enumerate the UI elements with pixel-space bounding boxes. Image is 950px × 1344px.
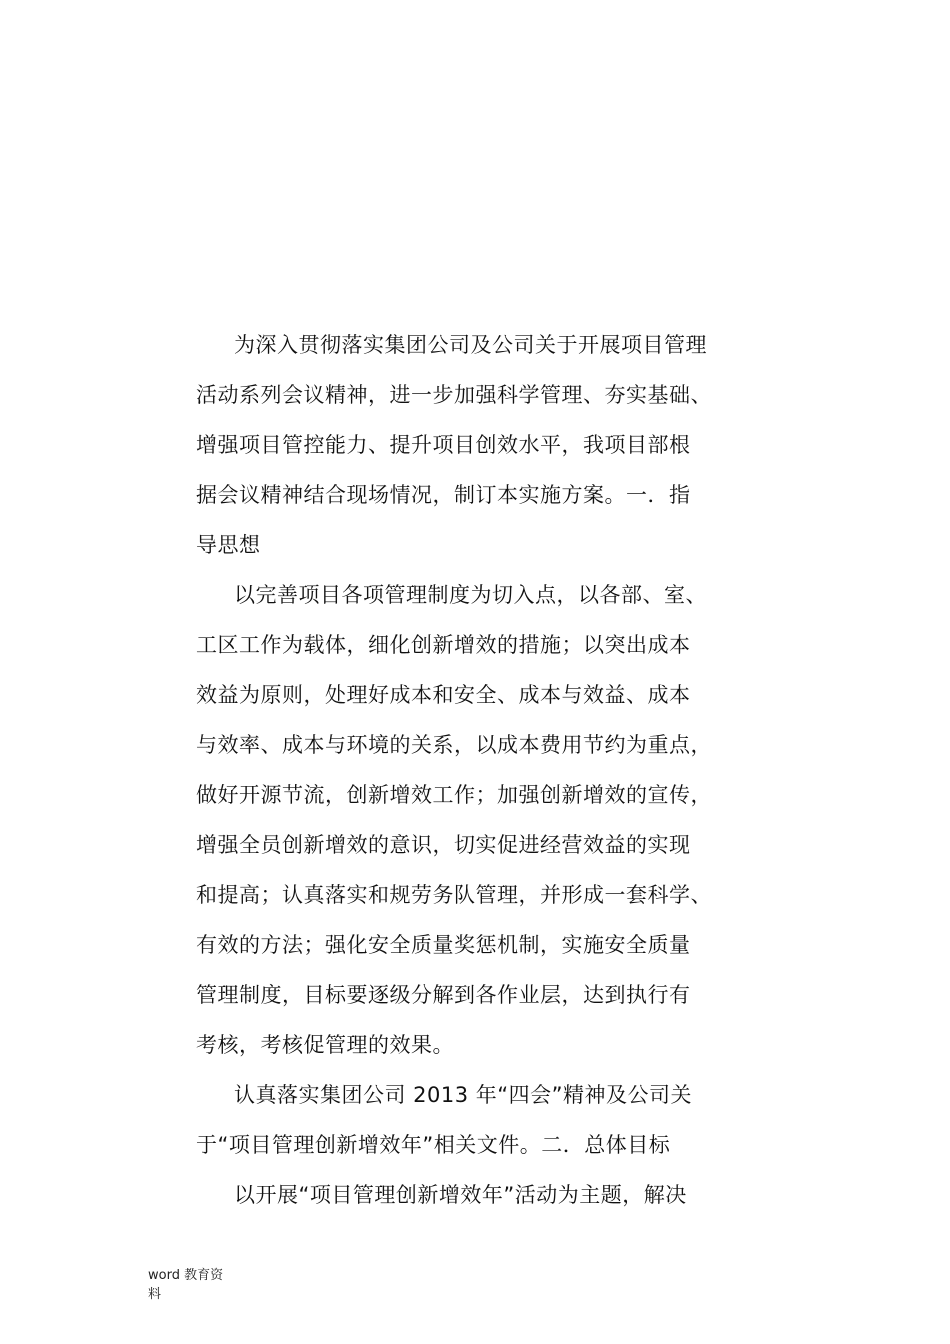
paragraph-1 (196, 320, 736, 570)
text-line: 据会议精神结合现场情况，制订本实施方案。一．指 (196, 483, 691, 507)
text-line: 做好开源节流，创新增效工作；加强创新增效的宣传， (196, 783, 712, 807)
text-line: 活动系列会议精神，进一步加强科学管理、夯实基础、 (196, 383, 712, 407)
text-line: 增强项目管控能力、提升项目创效水平，我项目部根 (196, 433, 691, 457)
text-line: 与效率、成本与环境的关系，以成本费用节约为重点， (196, 733, 712, 757)
footer-line: 料 (148, 1287, 162, 1302)
text-line: 考核，考核促管理的效果。 (196, 1033, 454, 1057)
footer-line: word 教育资 (148, 1268, 224, 1283)
paragraph-4 (196, 1170, 736, 1220)
text-line: 工区工作为载体，细化创新增效的措施；以突出成本 (196, 633, 691, 657)
paragraph-3 (196, 1070, 736, 1170)
page-footer (148, 1266, 238, 1304)
paragraph-2 (196, 570, 736, 1070)
text-line: 于“项目管理创新增效年”相关文件。二．总体目标 (196, 1133, 671, 1157)
text-line: 以开展“项目管理创新增效年”活动为主题，解决 (234, 1183, 687, 1207)
text-line: 有效的方法；强化安全质量奖惩机制，实施安全质量 (196, 933, 691, 957)
text-line: 以完善项目各项管理制度为切入点，以各部、室、 (234, 583, 707, 607)
text-line: 认真落实集团公司 2013 年“四会”精神及公司关 (234, 1083, 693, 1107)
text-line: 为深入贯彻落实集团公司及公司关于开展项目管理 (234, 333, 707, 357)
document-body (196, 320, 736, 1220)
text-line: 导思想 (196, 533, 261, 557)
text-line: 增强全员创新增效的意识，切实促进经营效益的实现 (196, 833, 691, 857)
text-line: 管理制度，目标要逐级分解到各作业层，达到执行有 (196, 983, 691, 1007)
text-line: 和提高；认真落实和规劳务队管理，并形成一套科学、 (196, 883, 712, 907)
text-line: 效益为原则，处理好成本和安全、成本与效益、成本 (196, 683, 691, 707)
